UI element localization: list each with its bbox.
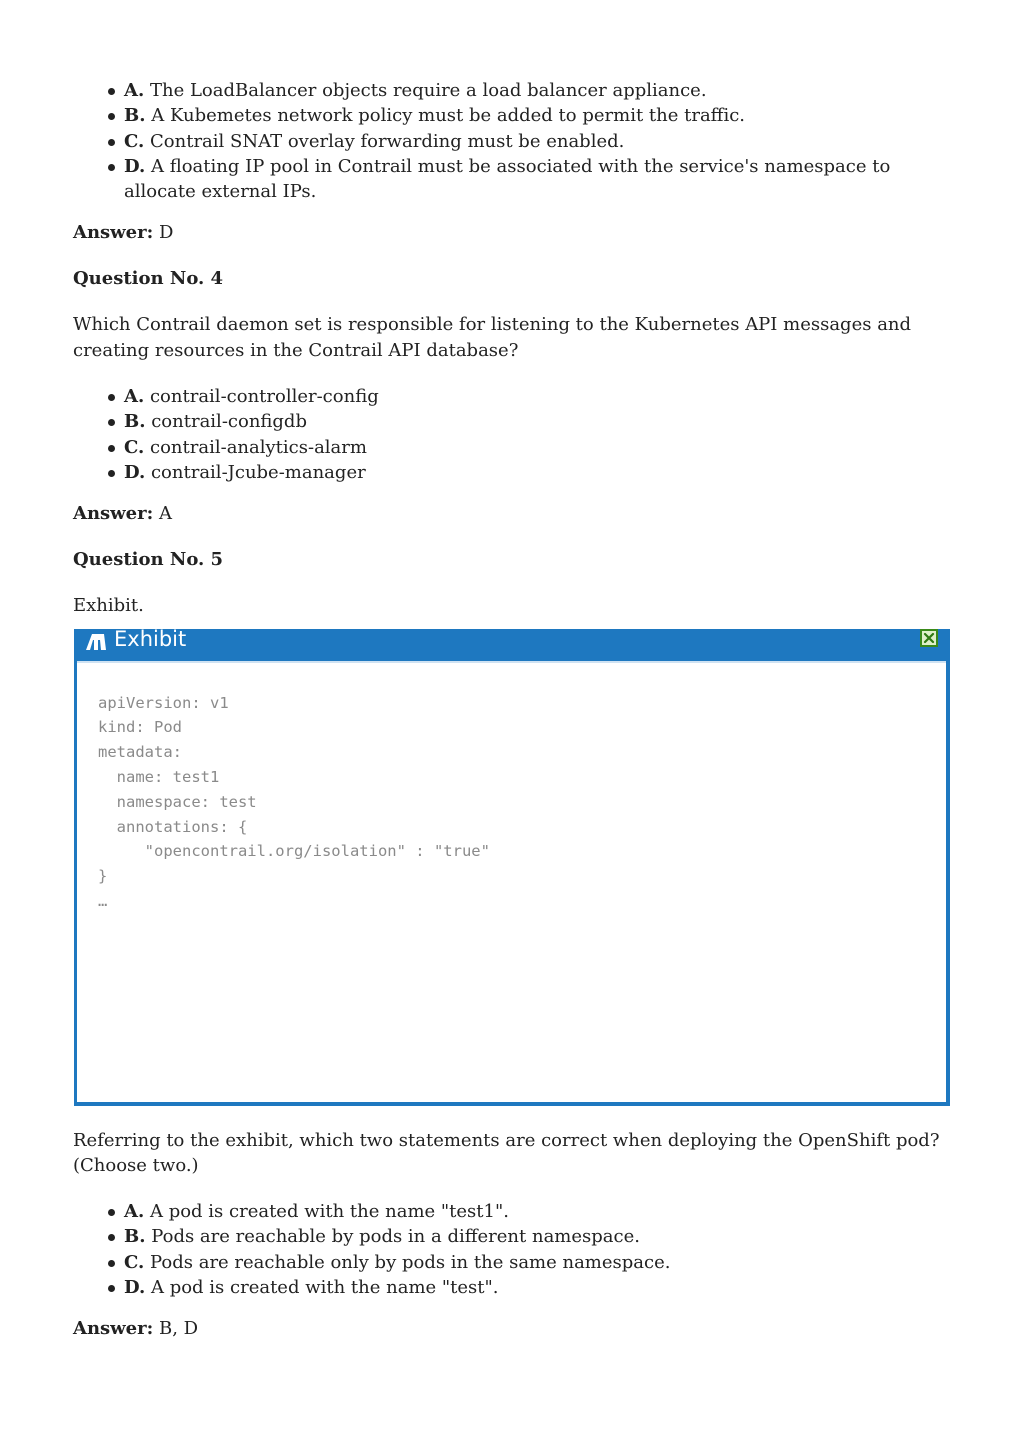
q5-option-b	[124, 1224, 953, 1249]
option-text: contrail-analytics-alarm	[150, 436, 367, 458]
option-letter: B.	[124, 1226, 146, 1248]
document-page	[73, 78, 953, 1341]
q5-option-c	[124, 1250, 953, 1275]
option-letter: A.	[124, 386, 145, 408]
exhibit-title: Exhibit	[114, 626, 187, 651]
q4-question: Which Contrail daemon set is responsible for listening to the Kubernetes API messages and creating resources in the Contrail API database?	[73, 314, 912, 361]
exhibit-titlebar	[74, 626, 950, 661]
q4-option-c	[124, 435, 953, 460]
q3-answer	[73, 220, 953, 245]
q5-exhibit-intro: Exhibit.	[73, 595, 144, 617]
code-line: apiVersion: v1	[98, 693, 229, 712]
exhibit-logo-icon	[85, 632, 107, 650]
option-letter: A.	[124, 1201, 145, 1223]
exhibit-code	[98, 691, 490, 914]
exhibit-window	[74, 626, 950, 1106]
option-letter: D.	[124, 461, 146, 483]
q4-option-b	[124, 409, 953, 434]
answer-value: A	[159, 503, 172, 525]
option-letter: C.	[124, 130, 145, 152]
answer-value: D	[159, 222, 174, 244]
option-text: The LoadBalancer objects require a load balancer appliance.	[149, 80, 707, 101]
q5-question: Referring to the exhibit, which two statements are correct when deploying the OpenShift pod? (Choose two.)	[73, 1129, 940, 1176]
code-line: kind: Pod	[98, 718, 182, 737]
close-icon[interactable]	[920, 629, 938, 647]
code-line: annotations: {	[98, 817, 248, 836]
answer-label: Answer:	[73, 222, 154, 244]
q5-option-d	[124, 1275, 953, 1300]
code-line: name: test1	[98, 767, 220, 786]
q4-option-a	[124, 384, 953, 409]
q3-options	[73, 78, 953, 204]
q5-answer	[73, 1316, 953, 1341]
q3-option-a	[124, 78, 953, 103]
option-letter: C.	[124, 1251, 145, 1273]
option-text: contrail-configdb	[151, 411, 307, 433]
code-line: …	[98, 891, 108, 910]
code-line: namespace: test	[98, 792, 257, 811]
option-text: A pod is created with the name "test1".	[149, 1201, 509, 1223]
option-letter: A.	[124, 80, 145, 101]
option-text: A floating IP pool in Contrail must be associated with the service's namespace to allocate external IPs.	[124, 155, 891, 203]
option-letter: D.	[124, 1277, 146, 1299]
q4-option-d	[124, 460, 953, 485]
q4-answer	[73, 501, 953, 526]
option-text: Contrail SNAT overlay forwarding must be enabled.	[150, 130, 625, 152]
answer-label: Answer:	[73, 1318, 154, 1340]
code-line: }	[98, 867, 108, 886]
option-text: A Kubemetes network policy must be added to permit the traffic.	[151, 105, 746, 127]
q5-title: Question No. 5	[73, 549, 224, 571]
option-letter: C.	[124, 436, 145, 458]
q4-title: Question No. 4	[73, 268, 224, 290]
code-line: metadata:	[98, 743, 182, 762]
code-line: "opencontrail.org/isolation" : "true"	[98, 842, 490, 861]
q3-option-c	[124, 129, 953, 154]
option-text: A pod is created with the name "test".	[150, 1277, 499, 1299]
option-letter: B.	[124, 411, 146, 433]
q3-option-b	[124, 103, 953, 128]
q5-option-a	[124, 1199, 953, 1224]
option-text: contrail-controller-config	[149, 386, 379, 408]
option-text: contrail-Jcube-manager	[150, 461, 366, 483]
answer-value: B, D	[159, 1318, 199, 1340]
exhibit-content	[77, 661, 946, 1102]
q3-option-d	[124, 154, 953, 205]
q5-options	[73, 1199, 953, 1300]
option-letter: D.	[124, 155, 146, 177]
q4-options	[73, 384, 953, 485]
option-text: Pods are reachable only by pods in the same namespace.	[150, 1251, 671, 1273]
option-letter: B.	[124, 105, 146, 127]
option-text: Pods are reachable by pods in a different namespace.	[151, 1226, 640, 1248]
answer-label: Answer:	[73, 503, 154, 525]
